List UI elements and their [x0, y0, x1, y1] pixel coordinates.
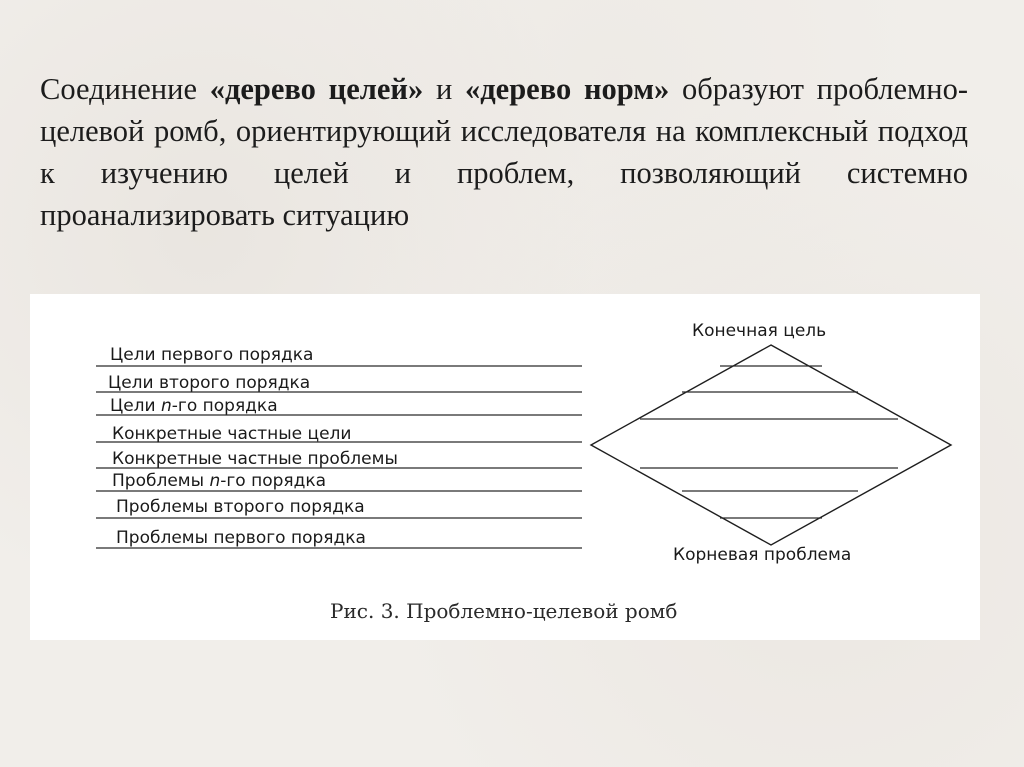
level-label-7: Проблемы второго порядка [116, 497, 365, 517]
level-label-6: Проблемы n-го порядка [112, 471, 327, 491]
level-label-1: Цели первого порядка [110, 345, 314, 365]
problem-goal-rhombus-figure [30, 294, 980, 640]
level-label-8: Проблемы первого порядка [116, 528, 366, 548]
level-label-2: Цели второго порядка [108, 373, 311, 393]
goal-tree-term: «дерево целей» [209, 72, 424, 106]
intro-text-1: Соединение [40, 72, 210, 106]
top-label: Конечная цель [692, 321, 827, 341]
level-label-5: Конкретные частные проблемы [112, 449, 398, 469]
rhombus-outline [591, 345, 951, 545]
figure-caption: Рис. 3. Проблемно-целевой ромб [330, 599, 678, 623]
bottom-label: Корневая проблема [673, 545, 852, 565]
intro-text-3: образуют проблемно-целевой ромб, ориентирующий исследователя на комплексный подход к изучению целей и проблем, позволяющий системно проанализировать ситуацию [40, 72, 969, 232]
level-label-4: Конкретные частные цели [112, 424, 352, 444]
level-label-3: Цели n-го порядка [110, 396, 278, 416]
rhombus-diagram [30, 294, 980, 640]
norm-tree-term: «дерево норм» [465, 72, 670, 106]
intro-paragraph [40, 68, 968, 236]
intro-text-2: и [423, 72, 465, 106]
